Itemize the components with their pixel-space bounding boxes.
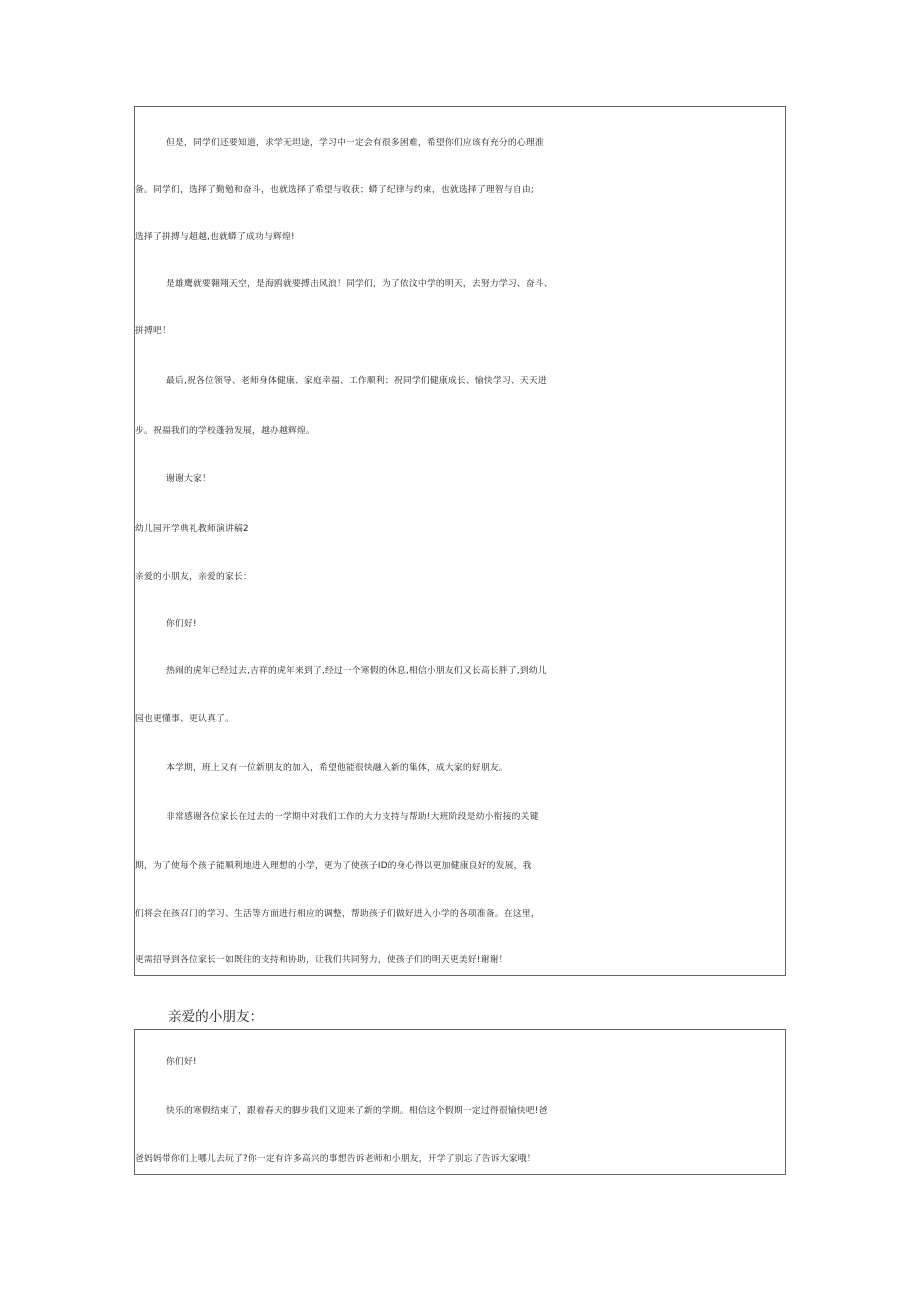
content-box-2 [134,1029,786,1175]
paragraph-line: 更需招导到各位家长一如既往的支持和协助，让我们共同努力，使孩子们的明天更美好!谢谢！ [135,955,508,965]
paragraph-line: 谢谢大家！ [166,474,211,484]
salutation-heading: 亲爱的小朋友： [168,1009,264,1025]
greeting: 你们好! [166,619,197,629]
salutation: 亲爱的小朋友，亲爱的家长： [135,572,252,582]
paragraph-line: 是雄鹰就要翱翔天空，是海鸥就要搏击风浪！同学们，为了依汶中学的明天，去努力学习、奋斗、 [166,279,553,289]
paragraph-line: 热闹的虎年已经过去,吉祥的虎年来到了,经过一个寒假的休息,相信小朋友们又长高长胖了,到幼儿 [166,666,547,676]
paragraph-line: 最后,祝各位领导、老师身体健康、家庭幸福、工作顺利；祝同学们健康成长、愉快学习、天天进 [166,376,547,386]
section-title: 幼儿园开学典礼教师演讲稿2 [135,524,249,534]
content-box-1 [134,106,786,976]
paragraph-line: 快乐的寒假结束了，跟着春天的脚步我们又迎来了新的学期。相信这个假期一定过得很愉快吧!爸 [166,1106,548,1116]
paragraph-line: 但是，同学们还要知道，求学无坦途，学习中一定会有很多困难，希望你们应该有充分的心理准 [166,138,544,148]
paragraph-line: 备。同学们，选择了勤勉和奋斗，也就选择了希望与收获；蟒了纪律与约束，也就选择了理智与自由; [135,185,535,195]
paragraph-line: 们将会在孩召门的学习、生活等方面进行相应的调整，帮助孩子们做好进入小学的各项准备。在这里， [135,909,540,919]
paragraph-line: 爸妈妈带你们上哪儿去玩了?你一定有许多高兴的事想告诉老师和小朋友，开学了别忘了告诉大家哦！ [135,1154,536,1164]
greeting: 你们好! [166,1057,197,1067]
paragraph-line: 拼搏吧！ [135,326,171,336]
paragraph-line: 步。祝福我们的学校蓬勃发展，越办越辉煌。 [135,426,315,436]
paragraph-line: 非常感谢各位家长在过去的一学期中对我们工作的大力支持与帮助!大班阶段是幼小衔接的关键 [166,812,539,822]
paragraph-line: 园也更懂事、更认真了。 [135,714,234,724]
paragraph-line: 选择了拼搏与超越,也就蟒了成功与辉煌! [135,232,295,242]
paragraph-line: 期，为了使每个孩子能顺利地进入理想的小学，更为了使孩子ID的身心得以更加健康良好的发展，我 [135,861,532,871]
paragraph-line: 本学期，班上又有一位新朋友的加入，希望他能很快融入新的集体，成大家的好朋友。 [166,763,508,773]
